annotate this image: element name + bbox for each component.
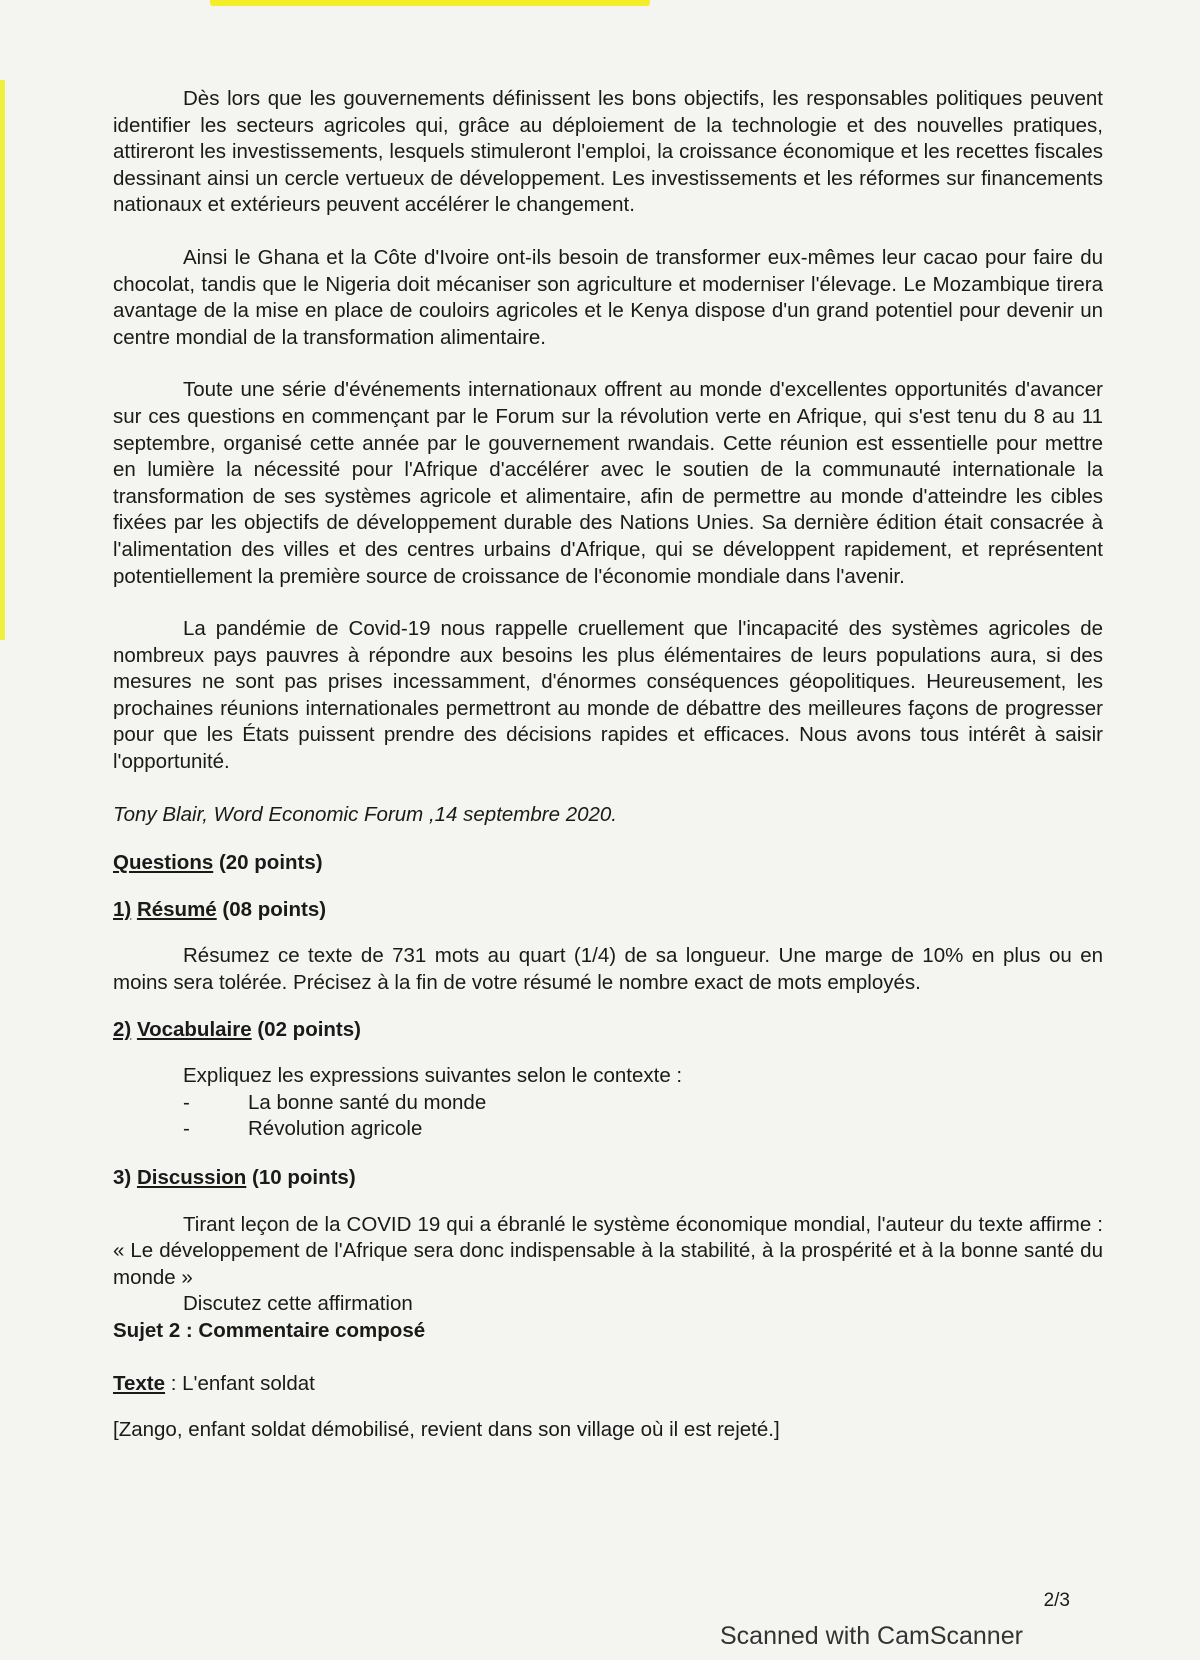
- document-body: [113, 86, 1103, 1444]
- discussion-title: Discussion: [136, 1166, 247, 1189]
- questions-points: (20 points): [218, 851, 323, 875]
- discussion-heading: [113, 1165, 1103, 1192]
- list-item: [113, 1116, 1103, 1143]
- scanner-watermark: Scanned with CamScanner: [720, 1622, 1023, 1650]
- vocabulaire-instruction: Expliquez les expressions suivantes selon le contexte :: [183, 1064, 683, 1088]
- questions-title: Questions: [113, 851, 214, 875]
- list-item: [113, 1090, 1103, 1117]
- yellow-highlight-mark-left: [0, 80, 5, 640]
- yellow-highlight-mark-top: [210, 0, 650, 6]
- resume-instructions: Résumez ce texte de 731 mots au quart (1/4) de sa longueur. Une marge de 10% en plus ou en moins sera tolérée. Précisez à la fin de votre résumé le nombre exact de mots employés.: [113, 944, 1103, 995]
- resume-points: (08 points): [222, 897, 327, 921]
- list-item-text: Révolution agricole: [248, 1117, 423, 1141]
- texte-heading: [113, 1371, 1103, 1398]
- discussion-prompt: Discutez cette affirmation: [183, 1292, 413, 1316]
- questions-heading: [113, 850, 1103, 877]
- page-number: 2/3: [1043, 1590, 1070, 1611]
- discussion-points: (10 points): [252, 1166, 356, 1189]
- paragraph-2: Ainsi le Ghana et la Côte d'Ivoire ont-ils besoin de transformer eux-mêmes leur cacao pour faire du chocolat, tandis que le Nigeria doit mécaniser son agriculture et moderniser l'élevage. Le Mozambique tirera avantage de la mise en place de couloirs agricoles et le Kenya dispose d'un grand potentiel pour devenir un centre mondial de la transformation alimentaire.: [113, 245, 1103, 349]
- source-citation: Tony Blair, Word Economic Forum ,14 septembre 2020.: [113, 802, 618, 826]
- discussion-number: 3): [113, 1166, 132, 1189]
- resume-number: 1): [113, 897, 132, 921]
- texte-title: : L'enfant soldat: [170, 1371, 315, 1395]
- vocabulaire-list: [113, 1090, 1103, 1143]
- resume-title: Résumé: [136, 897, 217, 921]
- paragraph-3: Toute une série d'événements internationaux offrent au monde d'excellentes opportunités d'avancer sur ces questions en commençant par le Forum sur la révolution verte en Afrique, qui s'est tenu du 8 au 11 septembre, organisé cette année par le gouvernement rwandais. Cette réunion est essentielle pour mettre en lumière la nécessité pour l'Afrique d'accélérer avec le soutien de la communauté internationale la transformation de ses systèmes agricole et alimentaire, afin de permettre au monde d'atteindre les cibles fixées par les objectifs de développement durable des Nations Unies. Sa dernière édition était consacrée à l'alimentation des villes et des centres urbains d'Afrique, qui se développent rapidement, et représentent potentiellement la première source de croissance de l'économie mondiale dans l'avenir.: [113, 378, 1103, 588]
- resume-heading: [113, 897, 1103, 924]
- bullet-dash: -: [183, 1117, 190, 1141]
- vocabulaire-heading: [113, 1017, 1103, 1044]
- sujet2-heading: Sujet 2 : Commentaire composé: [113, 1318, 426, 1342]
- discussion-text: Tirant leçon de la COVID 19 qui a ébranlé le système économique mondial, l'auteur du texte affirme : « Le développement de l'Afrique sera donc indispensable à la stabilité, à la prospérité et à la bonne santé du monde »: [113, 1212, 1103, 1289]
- paragraph-4: La pandémie de Covid-19 nous rappelle cruellement que l'incapacité des systèmes agricoles de nombreux pays pauvres à répondre aux besoins les plus élémentaires de leurs populations aura, si des mesures ne sont pas prises incessamment, d'énormes conséquences géopolitiques. Heureusement, les prochaines réunions internationales permettront au monde de débattre des meilleures façons de progresser pour que les États puissent prendre des décisions rapides et efficaces. Nous avons tous intérêt à saisir l'opportunité.: [113, 617, 1103, 774]
- texte-label: Texte: [113, 1371, 166, 1395]
- vocabulaire-number: 2): [113, 1017, 132, 1041]
- list-item-text: La bonne santé du monde: [248, 1090, 487, 1114]
- vocabulaire-points: (02 points): [257, 1017, 361, 1041]
- bullet-dash: -: [183, 1090, 190, 1114]
- vocabulaire-title: Vocabulaire: [136, 1017, 252, 1041]
- context-note: [Zango, enfant soldat démobilisé, revient dans son village où il est rejeté.]: [113, 1418, 780, 1442]
- paragraph-1: Dès lors que les gouvernements définissent les bons objectifs, les responsables politiques peuvent identifier les secteurs agricoles qui, grâce au déploiement de la technologie et des nouvelles pratiques, attireront les investissements, lesquels stimuleront l'emploi, la croissance économique et les recettes fiscales dessinant ainsi un cercle vertueux de développement. Les investissements et les réformes sur financements nationaux et extérieurs peuvent accélérer le changement.: [113, 87, 1103, 217]
